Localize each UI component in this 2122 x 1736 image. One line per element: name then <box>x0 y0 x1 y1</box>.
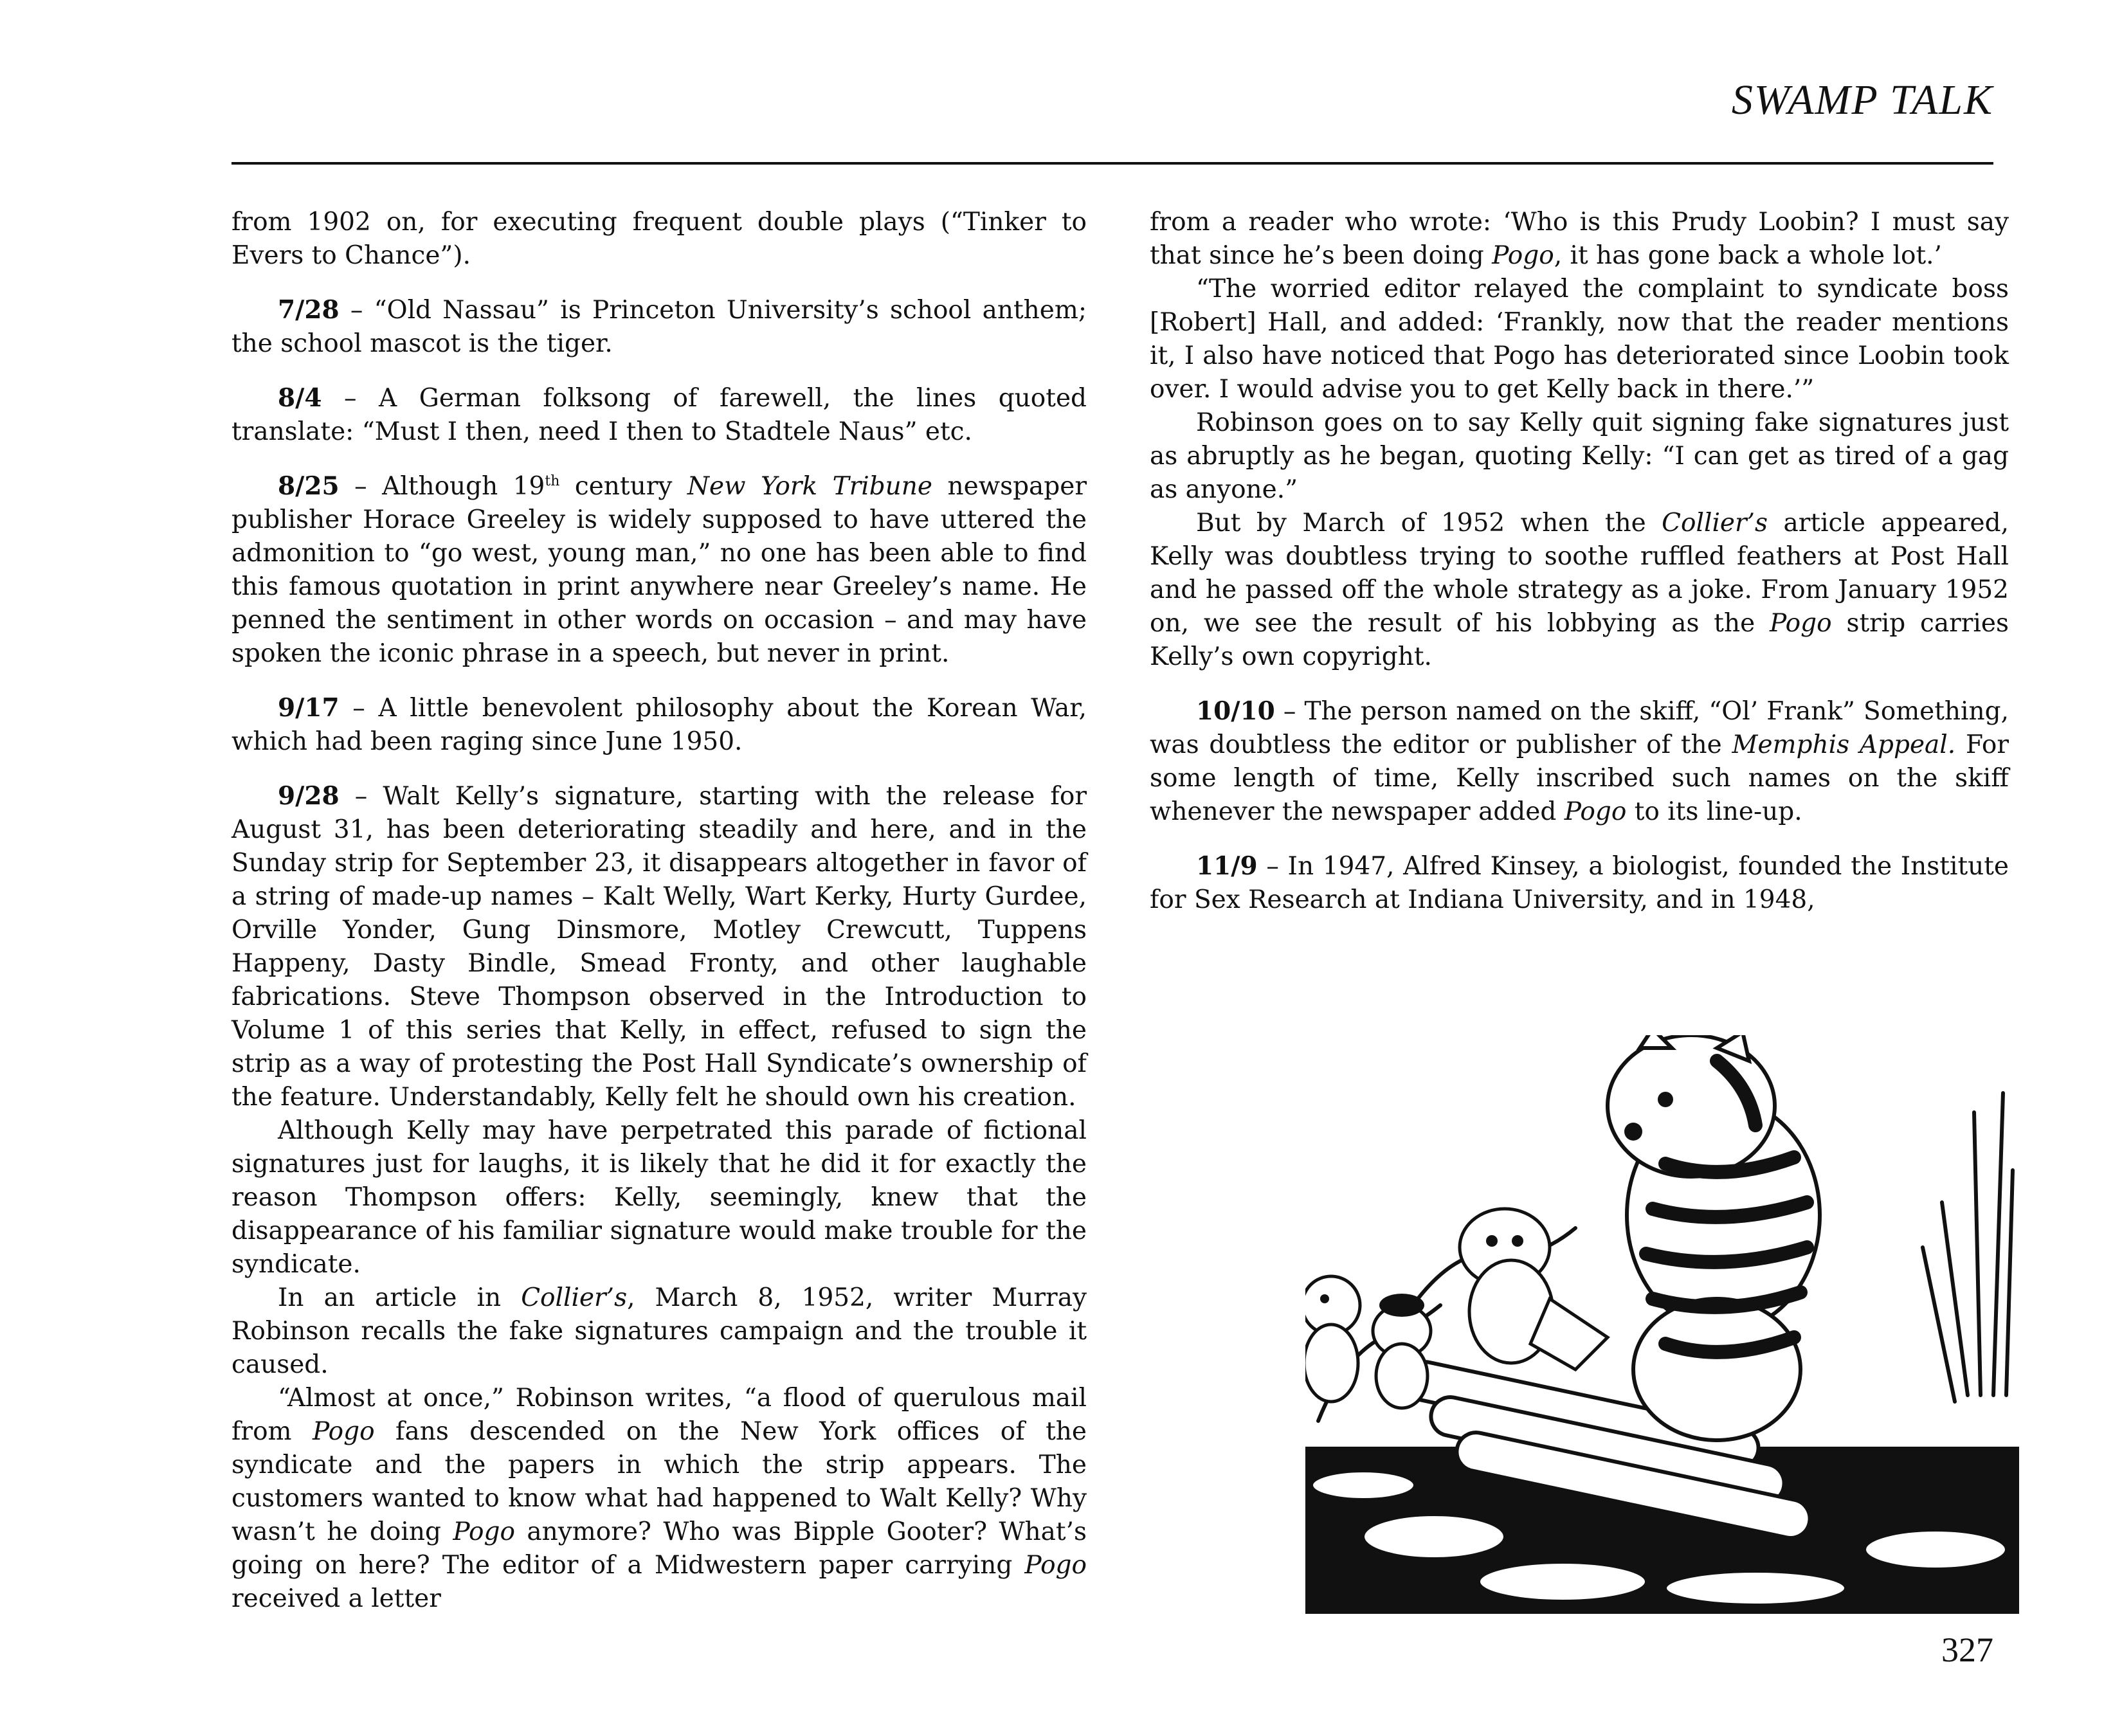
lily-pad <box>1479 1562 1646 1601</box>
italic-title: Collier’s <box>1662 509 1768 538</box>
note-text: newspaper publisher Horace Greeley is widely supposed to have uttered the admonition to “go west, young man,” no one has been able to find this famous quotation in print anywhere near Greeley’s name. He penned the sentiment in other words on occasion – and may have spoken the iconic phrase in a speech, but never in print. <box>231 472 1087 668</box>
raccoon-eye <box>1486 1235 1498 1247</box>
note-text: – In 1947, Alfred Kinsey, a biologist, founded the Institute for Sex Research at Indiana University, and in 1948, <box>1150 852 2009 914</box>
note-text: – Walt Kelly’s signature, starting with the release for August 31, has been deteriorating steadily and here, and in the Sunday strip for September 23, it disappears altogether in favor of a string of made-up names – Kalt Welly, Wart Kerky, Hurty Gurdee, Orville Yonder, Gung Dinsmore, Motley Crewcutt, Tuppens Happeny, Dasty Bindle, Smead Fronty, and other laughable fabrications. Steve Thompson observed in the Introduction to Volume 1 of this series that Kelly, in effect, refused to sign the strip as a way of protesting the Post Hall Syndicate’s ownership of the feature. Understandably, Kelly felt he should own his creation. <box>231 782 1087 1112</box>
text: fans descended on the New York offices of the syndicate and the papers in which the strip appears. The customers wanted to know what had happened to Walt Kelly? Why wasn’t he doing <box>231 1417 1087 1546</box>
left-column <box>231 206 1087 1616</box>
lily-pad <box>1363 1515 1505 1559</box>
swamp-illustration <box>1305 1035 2019 1614</box>
tiger-legs <box>1633 1299 1800 1440</box>
note-text: to its line-up. <box>1626 797 1802 826</box>
note-text: – A little benevolent philosophy about the Korean War, which had been raging since June 1950. <box>231 694 1087 756</box>
note-date: 9/17 <box>278 693 340 723</box>
note-8-25 <box>231 469 1087 671</box>
text: from a reader who wrote: ‘Who is this Prudy Loobin? I must say that since he’s been doing <box>1150 208 2009 270</box>
lily-pad <box>1312 1471 1415 1499</box>
note-9-17 <box>231 691 1087 759</box>
italic-title: New York Tribune <box>687 472 932 501</box>
header-rule <box>231 162 1993 165</box>
text: , March 8, 1952, writer Murray Robinson recalls the fake signatures campaign and the trouble it caused. <box>231 1283 1087 1379</box>
text: received a letter <box>231 1584 441 1613</box>
paragraph <box>231 1382 1087 1616</box>
note-text: century <box>559 472 687 501</box>
paragraph: Although Kelly may have perpetrated this parade of fictional signatures just for laughs, it is likely that he did it for exactly the reason Thompson offers: Kelly, seemingly, knew that the disappearance of his familiar signature would make trouble for the syndicate. <box>231 1116 1087 1279</box>
italic-title: Pogo <box>1564 797 1627 826</box>
paragraph: Robinson goes on to say Kelly quit signing fake signatures just as abruptly as he began, quoting Kelly: “I can get as tired of a gag as anyone.” <box>1150 408 2009 504</box>
note-9-28 <box>231 779 1087 1114</box>
text: strip carries Kelly’s own copyright. <box>1150 609 2009 671</box>
note-11-9 <box>1150 849 2009 917</box>
note-text: – A German folksong of farewell, the lines quoted translate: “Must I then, need I then to Stadtele Naus” etc. <box>231 384 1087 446</box>
note-date: 11/9 <box>1196 851 1258 881</box>
note-date: 9/28 <box>278 781 340 811</box>
running-head: SWAMP TALK <box>1731 77 1993 123</box>
paragraph-continuation: from 1902 on, for executing frequent double plays (“Tinker to Evers to Chance”). <box>231 208 1087 270</box>
mouse-body <box>1376 1344 1428 1408</box>
puppy-body <box>1305 1325 1358 1402</box>
italic-title: Pogo <box>453 1517 515 1546</box>
italic-title: Memphis Appeal. <box>1732 730 1956 759</box>
lily-pad <box>1665 1571 1845 1605</box>
tiger-nose <box>1624 1123 1642 1141</box>
text: article appeared, Kelly was doubtless trying to soothe ruffled feathers at Post Hall and he passed off the whole strategy as a joke. From January 1952 on, we see the result of his lobbying as the <box>1150 509 2009 638</box>
paragraph <box>1150 507 2009 674</box>
bowler-hat-icon <box>1379 1294 1424 1317</box>
note-7-28 <box>231 293 1087 361</box>
right-column <box>1150 206 2009 917</box>
italic-title: Pogo <box>1024 1551 1087 1580</box>
text: In an article in <box>278 1283 521 1312</box>
reed <box>2006 1170 2013 1395</box>
superscript: th <box>545 473 560 489</box>
raccoon-eye <box>1512 1235 1523 1247</box>
paragraph <box>231 1281 1087 1382</box>
tiger-character <box>1608 1035 1820 1440</box>
paragraph-continuation <box>1150 206 2009 273</box>
italic-title: Collier’s <box>521 1283 628 1312</box>
reed <box>1993 1093 2003 1395</box>
lily-pad <box>1865 1530 2006 1569</box>
note-date: 7/28 <box>278 295 340 325</box>
italic-title: Pogo <box>1770 609 1832 638</box>
note-text: – Although 19 <box>339 472 545 501</box>
note-text: – “Old Nassau” is Princeton University’s school anthem; the school mascot is the tiger. <box>231 296 1087 358</box>
text: , it has gone back a whole lot.’ <box>1554 241 1942 270</box>
tiger-eye <box>1658 1092 1673 1107</box>
note-date: 8/4 <box>278 383 322 413</box>
puppy-eye <box>1320 1294 1329 1303</box>
italic-title: Pogo <box>1492 241 1554 270</box>
text: But by March of 1952 when the <box>1196 509 1662 538</box>
italic-title: Pogo <box>312 1417 375 1446</box>
page-number: 327 <box>1941 1631 1993 1669</box>
note-text: – The person named on the skiff, “Ol’ Frank” Something, was doubtless the editor or publisher of the <box>1150 697 2009 759</box>
note-date: 8/25 <box>278 471 340 501</box>
note-date: 10/10 <box>1196 696 1275 726</box>
reed <box>1974 1112 1981 1395</box>
note-text: For some length of time, Kelly inscribed such names on the skiff whenever the newspaper added <box>1150 730 2009 826</box>
note-8-4 <box>231 381 1087 449</box>
text: “Almost at once,” Robinson writes, “a flood of querulous mail from <box>231 1384 1087 1446</box>
text: anymore? Who was Bipple Gooter? What’s going on here? The editor of a Midwestern paper carrying <box>231 1517 1087 1580</box>
note-10-10 <box>1150 694 2009 829</box>
paragraph: “The worried editor relayed the complaint to syndicate boss [Robert] Hall, and added: ‘Frankly, now that the reader mentions it, I also have noticed that Pogo has deteriorated since Loobin took over. I would advise you to get Kelly back in there.’” <box>1150 275 2009 404</box>
